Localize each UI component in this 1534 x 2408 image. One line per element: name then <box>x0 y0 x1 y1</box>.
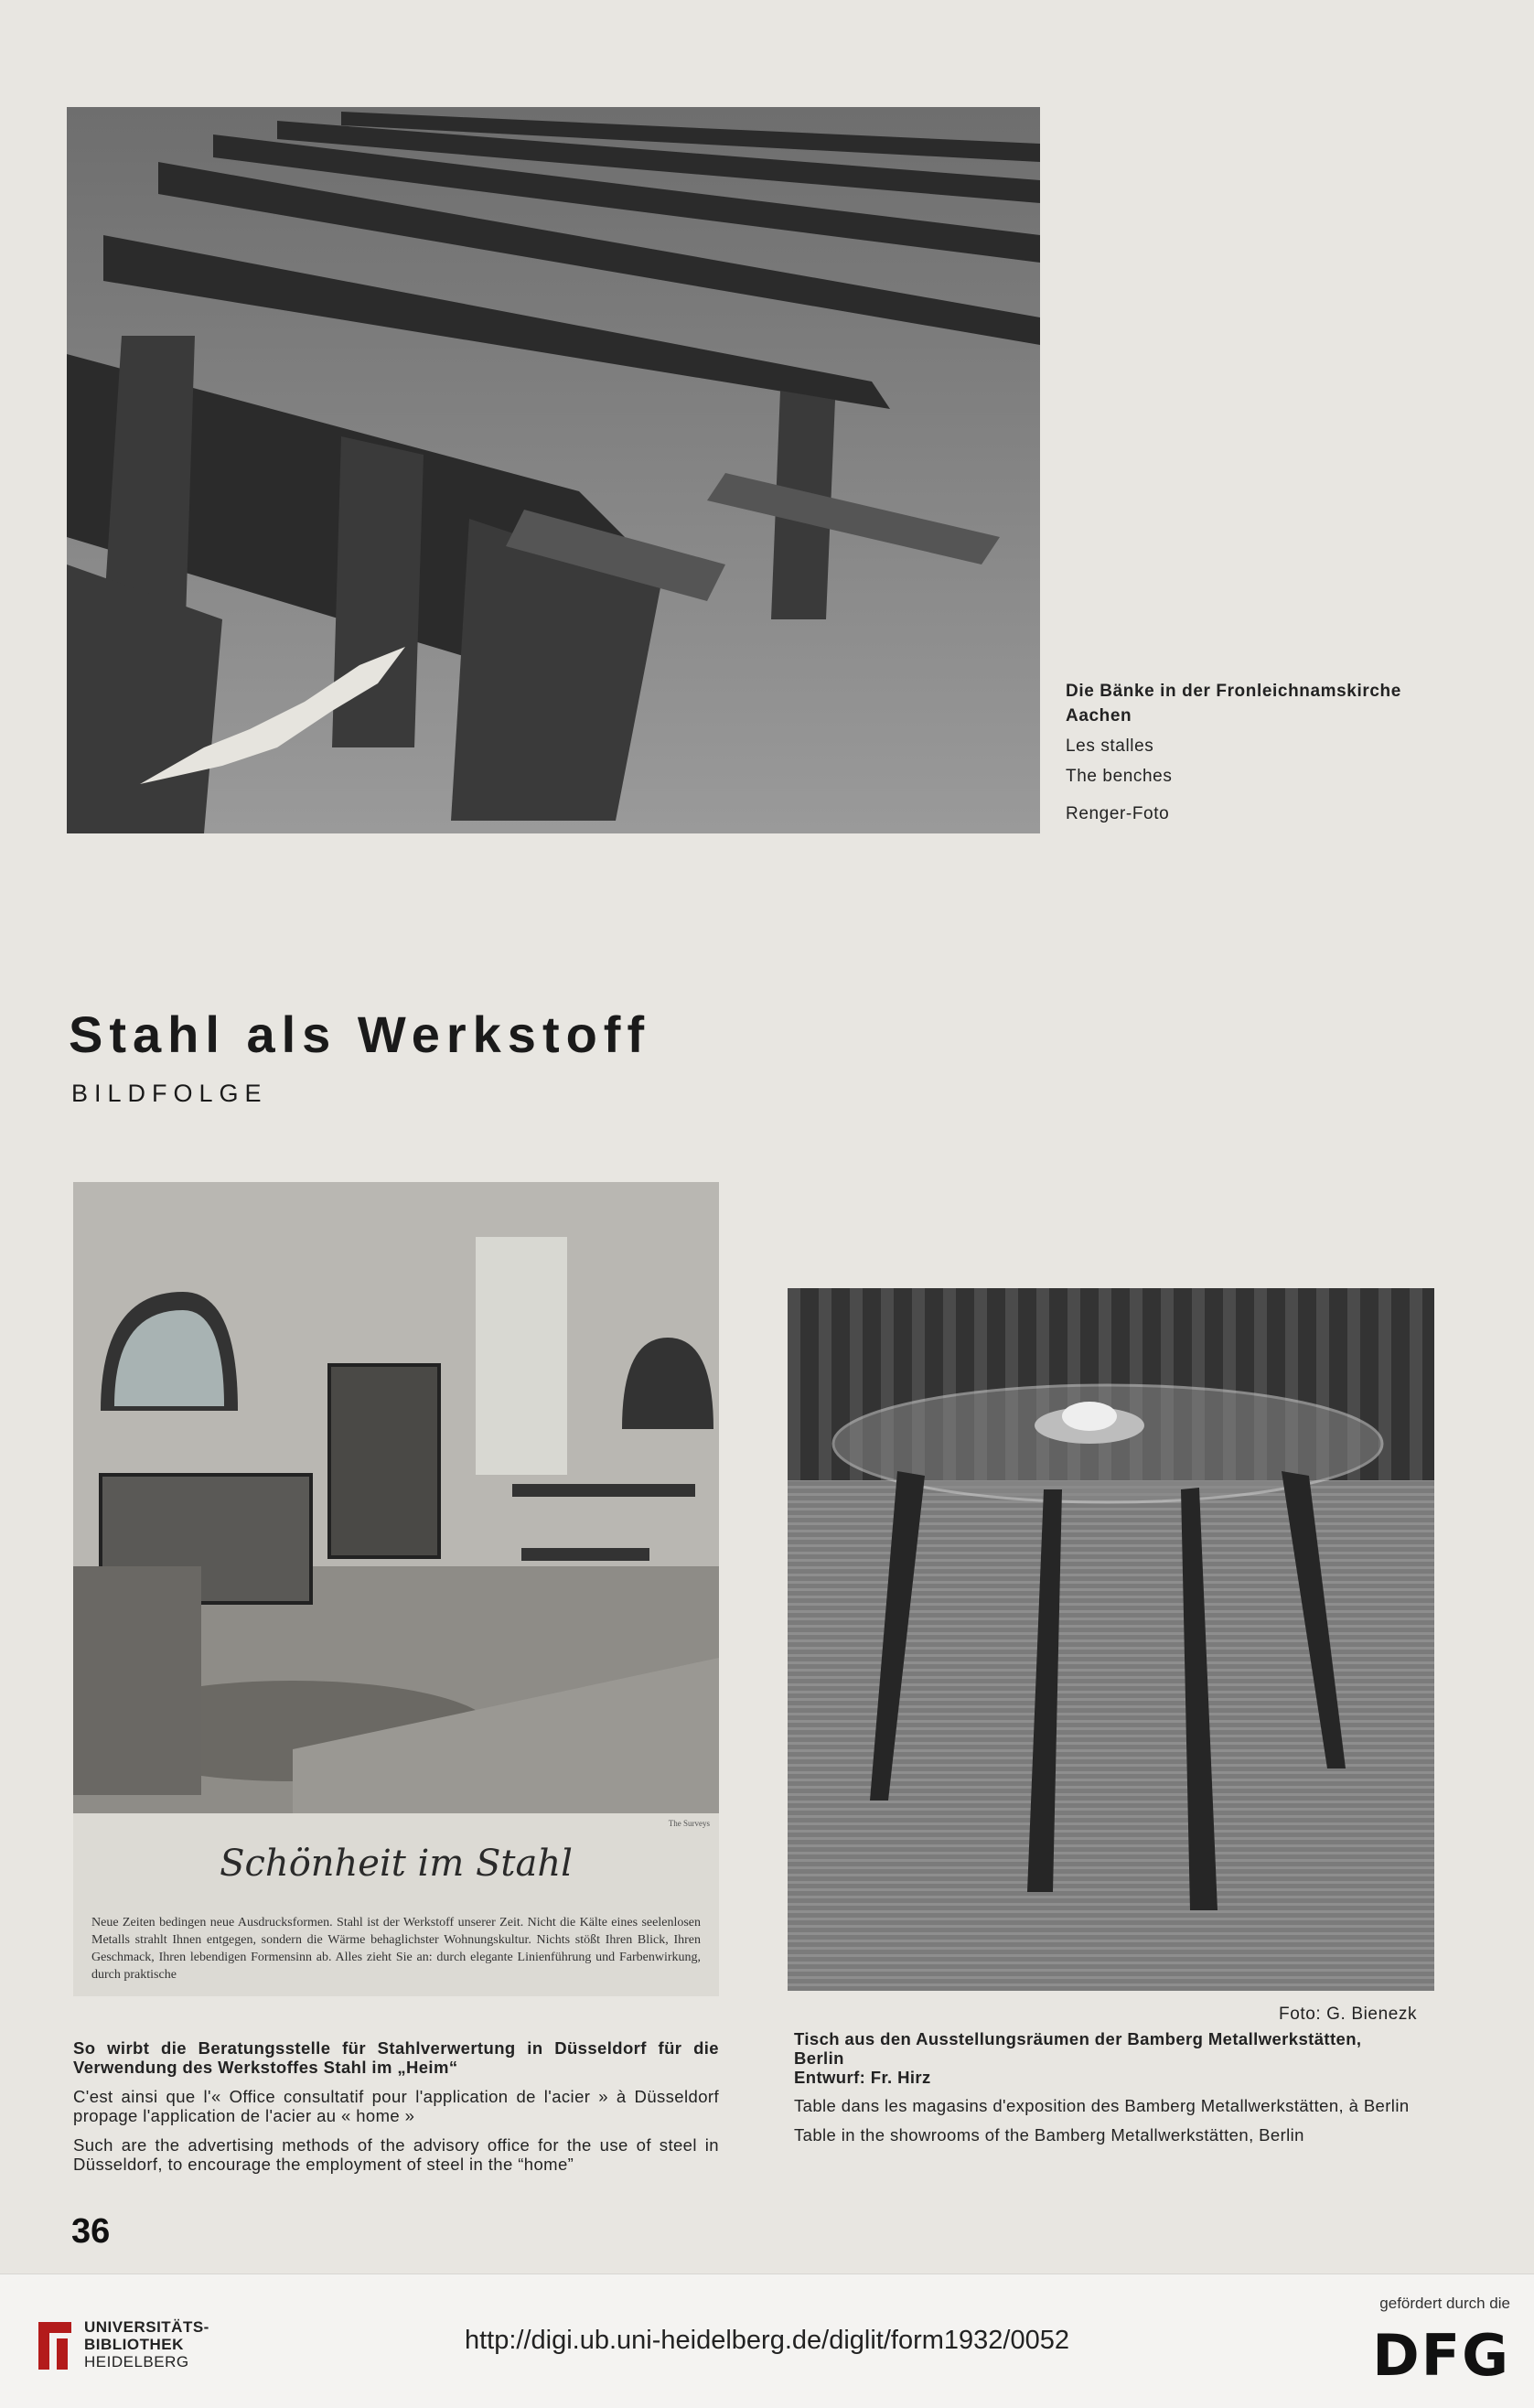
benches-caption-title-1: Die Bänke in der Fronleichnamskirche <box>1066 682 1401 701</box>
library-name-line-3: HEIDELBERG <box>84 2353 189 2370</box>
library-name-line-2: BIBLIOTHEK <box>84 2336 184 2353</box>
table-caption-german-2: Berlin <box>794 2048 844 2068</box>
table-caption-french: Table dans les magasins d'exposition des Bamberg Metallwerkstätten, à Berlin <box>794 2096 1410 2115</box>
advert-body-text: Neue Zeiten bedingen neue Ausdrucksformen. Stahl ist der Werkstoff unserer Zeit. Nicht die Kälte eines seelenlosen Metalls strahlt Ihnen entgegen, sondern die Wärme behaglichster Wohnungskultur. Nichts stößt Ihren Blick, Ihren Geschmack, Ihren lebendigen Formensinn ab. Alles zieht Sie an: durch elegante Linienführung und Farbenwirkung, durch praktische <box>91 1916 701 1982</box>
benches-caption <box>1066 679 1401 826</box>
glass-table-photo <box>788 1288 1434 1991</box>
steel-advert-image <box>73 1182 719 1996</box>
benches-caption-french: Les stalles <box>1066 736 1154 756</box>
table-caption-design: Entwurf: Fr. Hirz <box>794 2068 931 2087</box>
section-subtitle: BILDFOLGE <box>71 1080 268 1107</box>
table-photo-credit: Foto: G. Bienezk <box>1279 2005 1418 2024</box>
section-title: Stahl als Werkstoff <box>69 1005 651 1063</box>
benches-photo <box>67 107 1040 833</box>
table-caption-english: Table in the showrooms of the Bamberg Metallwerkstätten, Berlin <box>794 2125 1304 2145</box>
benches-caption-title-2: Aachen <box>1066 706 1132 726</box>
funded-by-text: gefördert durch die <box>1379 2295 1510 2312</box>
advert-script-title: Schönheit im Stahl <box>220 1843 573 1885</box>
table-caption-german-1: Tisch aus den Ausstellungsräumen der Bamberg Metallwerkstätten, <box>794 2029 1362 2048</box>
advert-caption-french: C'est ainsi que l'« Office consultatif pour l'application de l'acier » à Düsseldorf propage l'application de l'acier au « home » <box>73 2087 719 2125</box>
dfg-logo: DFG <box>1372 2322 1510 2389</box>
advert-caption-german: So wirbt die Beratungsstelle für Stahlverwertung in Düsseldorf für die Verwendung des Werkstoffes Stahl im „Heim“ <box>73 2038 719 2077</box>
source-url[interactable]: http://digi.ub.uni-heidelberg.de/diglit/form1932/0052 <box>464 2326 1069 2355</box>
benches-caption-english: The benches <box>1066 767 1173 786</box>
advert-caption <box>73 2038 719 2184</box>
library-name-line-1: UNIVERSITÄTS- <box>84 2318 209 2336</box>
table-caption <box>794 2029 1445 2155</box>
page-number: 36 <box>71 2212 111 2251</box>
footer-bar <box>0 2274 1534 2408</box>
benches-photo-credit: Renger-Foto <box>1066 804 1170 823</box>
advert-corner-mark: The Surveys <box>668 1819 710 1828</box>
advert-caption-english: Such are the advertising methods of the advisory office for the use of steel in Düsseldorf, to encourage the employment of steel in the “home” <box>73 2135 719 2174</box>
